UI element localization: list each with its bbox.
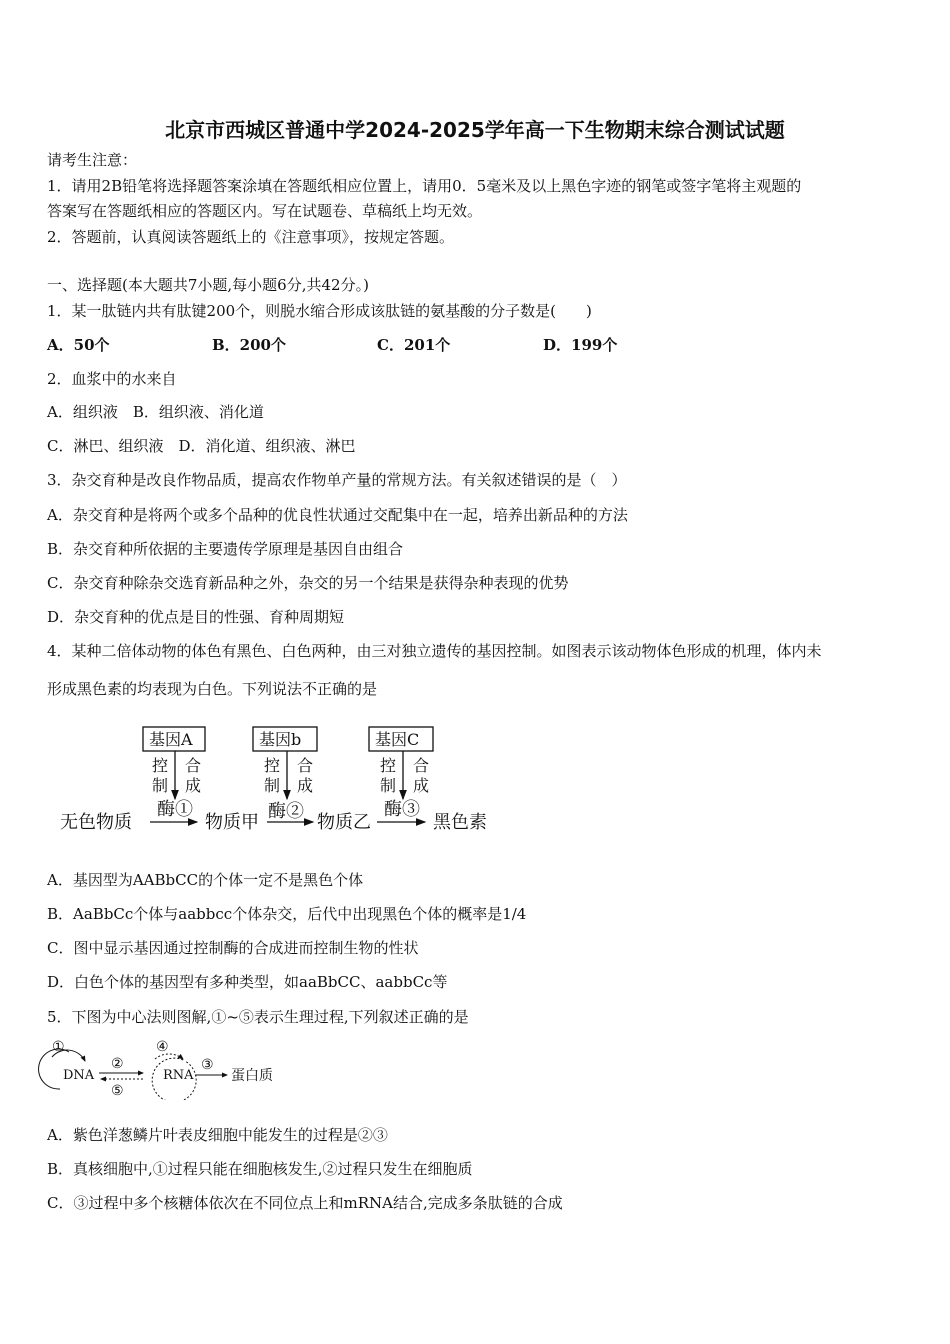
option: C．杂交育种除杂交选育新品种之外，杂交的另一个结果是获得杂种表现的优势 xyxy=(47,574,569,592)
option: A．50个 xyxy=(47,336,110,354)
control-label: 控 xyxy=(152,756,169,775)
gene-label: 基因A xyxy=(149,730,193,749)
notice-heading: 请考生注意： xyxy=(47,151,138,169)
gene-label: 基因C xyxy=(375,730,420,749)
option: D．杂交育种的优点是目的性强、育种周期短 xyxy=(47,608,345,626)
gene-pathway-diagram xyxy=(55,715,515,845)
option: A．基因型为AABbCC的个体一定不是黑色个体 xyxy=(47,871,364,889)
question-stem: 2．血浆中的水来自 xyxy=(47,370,177,388)
notice-line: 2．答题前，认真阅读答题纸上的《注意事项》，按规定答题。 xyxy=(47,228,455,246)
option: C．201个 xyxy=(377,336,451,354)
option: B．杂交育种所依据的主要遗传学原理是基因自由组合 xyxy=(47,540,404,558)
enzyme-label: 酶③ xyxy=(384,799,420,820)
option: B．AaBbCc个体与aabbcc个体杂交，后代中出现黑色个体的概率是1/4 xyxy=(47,905,527,923)
question-stem: 形成黑色素的均表现为白色。下列说法不正确的是 xyxy=(47,680,378,698)
question-stem: 4．某种二倍体动物的体色有黑色、白色两种，由三对独立遗传的基因控制。如图表示该动物体色形成的机理，体内未 xyxy=(47,642,822,660)
control-label: 制 xyxy=(152,776,169,795)
substance-label: 无色物质 xyxy=(60,812,132,833)
substance-label: 物质乙 xyxy=(317,812,371,833)
page-title: 北京市西城区普通中学2024-2025学年高一下生物期末综合测试试题 xyxy=(165,118,785,142)
question-stem: 1．某一肽链内共有肽键200个，则脱水缩合形成该肽链的氨基酸的分子数是( ) xyxy=(47,302,592,320)
gene-label: 基因b xyxy=(259,730,302,749)
option: C．③过程中多个核糖体依次在不同位点上和mRNA结合,完成多条肽链的合成 xyxy=(47,1194,563,1212)
substance-label: 黑色素 xyxy=(433,812,487,833)
option: A．紫色洋葱鳞片叶表皮细胞中能发生的过程是②③ xyxy=(47,1126,388,1144)
dna-node: DNA xyxy=(63,1068,95,1083)
substance-label: 物质甲 xyxy=(205,812,259,833)
enzyme-label: 酶② xyxy=(268,801,304,822)
control-label: 制 xyxy=(264,776,281,795)
question-stem: 5．下图为中心法则图解,①~⑤表示生理过程,下列叙述正确的是 xyxy=(47,1008,469,1026)
synth-label: 合 xyxy=(297,756,314,775)
rna-node: RNA xyxy=(163,1068,194,1083)
process-label: ③ xyxy=(201,1057,214,1073)
process-label: ② xyxy=(111,1056,124,1072)
section-heading: 一、选择题(本大题共7小题,每小题6分,共42分。) xyxy=(47,276,369,294)
process-label: ① xyxy=(52,1039,65,1055)
synth-label: 合 xyxy=(185,756,202,775)
notice-line: 1．请用2B铅笔将选择题答案涂填在答题纸相应位置上，请用0．5毫米及以上黑色字迹的钢笔或签字笔将主观题的 xyxy=(47,177,802,195)
option: C．淋巴、组织液 D．消化道、组织液、淋巴 xyxy=(47,437,356,455)
option: B．真核细胞中,①过程只能在细胞核发生,②过程只发生在细胞质 xyxy=(47,1160,473,1178)
synth-label: 成 xyxy=(185,776,202,795)
control-label: 制 xyxy=(380,776,397,795)
control-label: 控 xyxy=(380,756,397,775)
notice-line: 答案写在答题纸相应的答题区内。写在试题卷、草稿纸上均无效。 xyxy=(47,202,483,220)
process-label: ⑤ xyxy=(111,1083,124,1099)
synth-label: 成 xyxy=(297,776,314,795)
central-dogma-diagram xyxy=(35,1035,295,1100)
enzyme-label: 酶① xyxy=(157,799,193,820)
question-stem: 3．杂交育种是改良作物品质，提高农作物单产量的常规方法。有关叙述错误的是（ ） xyxy=(47,471,627,489)
option: A．组织液 B．组织液、消化道 xyxy=(47,403,264,421)
option: D．白色个体的基因型有多种类型，如aaBbCC、aabbCc等 xyxy=(47,973,448,991)
process-label: ④ xyxy=(156,1039,169,1055)
protein-node: 蛋白质 xyxy=(231,1068,273,1084)
option: A．杂交育种是将两个或多个品种的优良性状通过交配集中在一起，培养出新品种的方法 xyxy=(47,506,628,524)
option: B．200个 xyxy=(212,336,286,354)
control-label: 控 xyxy=(264,756,281,775)
option: C．图中显示基因通过控制酶的合成进而控制生物的性状 xyxy=(47,939,419,957)
option: D．199个 xyxy=(543,336,618,354)
synth-label: 合 xyxy=(413,756,430,775)
synth-label: 成 xyxy=(413,776,430,795)
